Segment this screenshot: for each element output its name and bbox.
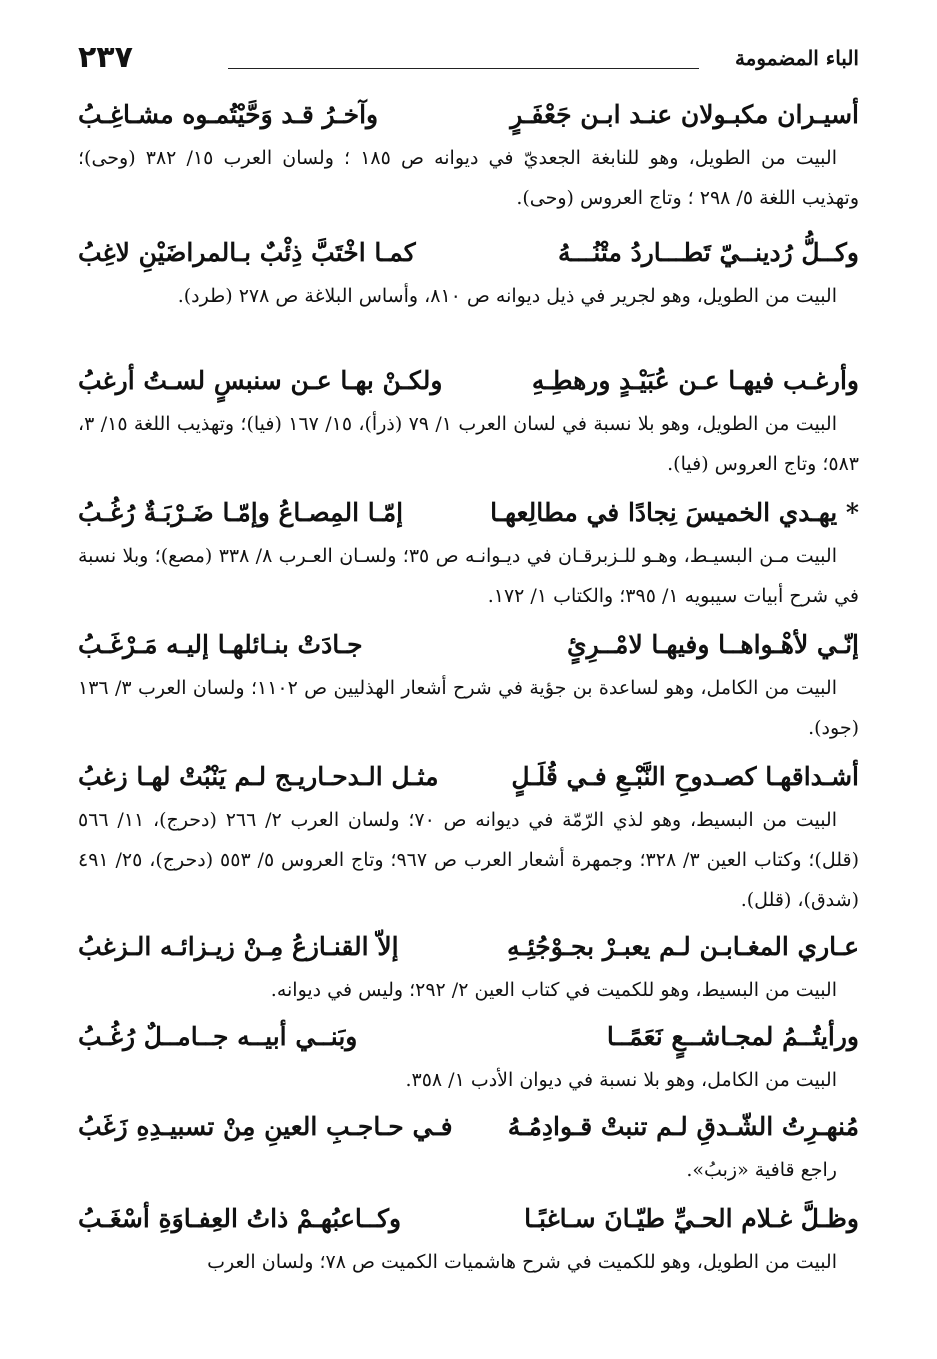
second-hemistich: إلاّ القنـازعُ مِـنْ زيـزائـه الـزغبُ <box>78 932 399 961</box>
verse-line <box>78 926 859 970</box>
verse-line <box>78 756 859 800</box>
first-hemistich: مُنهـرِتُ الشّـدقِ لـم تنبتْ قـوادِمُـهُ <box>507 1112 859 1141</box>
verse-line <box>78 1106 859 1150</box>
page-header <box>78 40 859 80</box>
first-hemistich: وكــلُّ رُدينــيّ تَطـــاردُ متْنُـــهُ <box>558 238 859 267</box>
first-hemistich: أشـداقهـا كصـدوحِ النَّبْـعِ فـي قُلَـلٍ <box>511 762 859 791</box>
second-hemistich: كمـا اخْتَبَّ ذِئْبٌ بـالمراضَيْنِ لاغِبُ <box>78 238 416 267</box>
source-note: البيت من البسيط، وهو لذي الرّمّة في ديوانه ص ٧٠؛ ولسان العرب ٢/ ٢٦٦ (دحرج)، ١١/ ٥٦٦ (قلل)؛ وكتاب العين ٣/ ٣٢٨؛ وجمهرة أشعار العرب ص ٩٦٧؛ وتاج العروس ٥/ ٥٥٣ (دحرج)، ٢٥/ ٤٩١ (شدق)، (قلل). <box>78 809 860 911</box>
verse-entry <box>78 926 859 1010</box>
verse-entry <box>78 94 859 218</box>
second-hemistich: وكــاعبُهـمْ ذاتُ العِفـاوَةِ أسْغَـبُ <box>78 1204 402 1233</box>
second-hemistich: إمّـا المِصـاعُ وإمّـا ضَـرْبَـةٌ رُغُـبُ <box>78 498 404 527</box>
source-note: البيت من الطويل، وهو للكميت في شرح هاشميات الكميت ص ٧٨؛ ولسان العرب <box>207 1251 837 1273</box>
source-note: البيت من الطويل، وهو بلا نسبة في لسان العرب ١/ ٧٩ (ذرأ)، ١٥/ ١٦٧ (فيا)؛ وتهذيب اللغة ١٥/ ٣، ٥٨٣؛ وتاج العروس (فيا). <box>78 413 859 475</box>
source-note: البيت من الكامل، وهو لساعدة بن جؤية في شرح أشعار الهذليين ص ١١٠٢؛ ولسان العرب ٣/ ١٣٦ (جود). <box>78 677 859 739</box>
header-rule <box>228 68 699 69</box>
verse-line <box>78 360 859 404</box>
first-hemistich: وأرغـب فيهـا عـن عُبَيْـدٍ ورهطِـهِ <box>531 366 859 395</box>
verse-line <box>78 1198 859 1242</box>
source-note: البيت من الكامل، وهو بلا نسبة في ديوان الأدب ١/ ٣٥٨. <box>405 1069 837 1091</box>
source-note: البيت من البسيط، وهو للكميت في كتاب العين ٢/ ٢٩٢؛ وليس في ديوانه. <box>270 979 837 1001</box>
source-note: البيت من الطويل، وهو لجرير في ذيل ديوانه ص ٨١٠، وأساس البلاغة ص ٢٧٨ (طرد). <box>177 285 837 307</box>
verse-line <box>78 624 859 668</box>
first-hemistich: وظـلَّ غـلام الحـيِّ طيّـانَ سـاغبًـا <box>524 1204 859 1233</box>
source-note: راجع قافية «زببُ». <box>686 1159 837 1181</box>
first-hemistich: ورأيتُــمُ لمجـاشــعٍ نَعَمًــا <box>606 1022 859 1051</box>
verse-line <box>78 492 859 536</box>
first-hemistich: إنّـي لأهْـواهــا وفيهـا لامْــرِئٍ <box>567 630 859 659</box>
verse-line <box>78 94 859 138</box>
second-hemistich: جـادَتْ بنـائلهـا إليـه مَـرْغَـبُ <box>78 630 363 659</box>
verse-entry <box>78 624 859 748</box>
second-hemistich: فـي حـاجـبِ العينِ مِنْ تسبيـدِهِ زَغَبُ <box>78 1112 453 1141</box>
source-note: البيت مـن البسيـط، وهـو للـزبرقـان في ديـوانـه ص ٣٥؛ ولسـان العـرب ٨/ ٣٣٨ (مصع)؛ وبلا نسبة في شرح أبيات سيبويه ١/ ٣٩٥؛ والكتاب ١/ ١٧٢. <box>78 545 859 607</box>
verse-entry <box>78 492 859 616</box>
verse-line <box>78 1016 859 1060</box>
first-hemistich: * يهـدي الخميسَ نِجادًا في مطالِعهـا <box>490 498 859 527</box>
verse-entry <box>78 756 859 920</box>
verse-entry <box>78 1198 859 1282</box>
page-number: ٢٣٧ <box>78 40 133 75</box>
source-note: البيت من الطويل، وهو للنابغة الجعديّ في ديوانه ص ١٨٥ ؛ ولسان العرب ١٥/ ٣٨٢ (وحى)؛ وتهذيب اللغة ٥/ ٢٩٨ ؛ وتاج العروس (وحى). <box>78 147 859 209</box>
verse-entry <box>78 1106 859 1190</box>
verse-entry <box>78 360 859 484</box>
running-title: الباء المضمومة <box>734 46 859 70</box>
second-hemistich: وآخـرُ قـد وَحَّيْتُمـوه مشـاغِـبُ <box>78 100 379 129</box>
first-hemistich: عـاري المغـابـن لـم يعبـرْ بجـوْجُئِـهِ <box>507 932 859 961</box>
verse-line <box>78 232 859 276</box>
first-hemistich: أسيـران مكبـولان عنـد ابـن جَعْفَـرٍ <box>510 100 859 129</box>
verse-entry <box>78 1016 859 1100</box>
second-hemistich: وبَنــي أبيــه جــامــلٌ رُغُـبُ <box>78 1022 358 1051</box>
second-hemistich: ولكـنْ بهـا عـن سنبسٍ لسـتُ أرغبُ <box>78 366 443 395</box>
verse-entry <box>78 232 859 316</box>
second-hemistich: مثـل الـدحـاريـج لـم يَنْبُتْ لهـا زغبُ <box>78 762 439 791</box>
